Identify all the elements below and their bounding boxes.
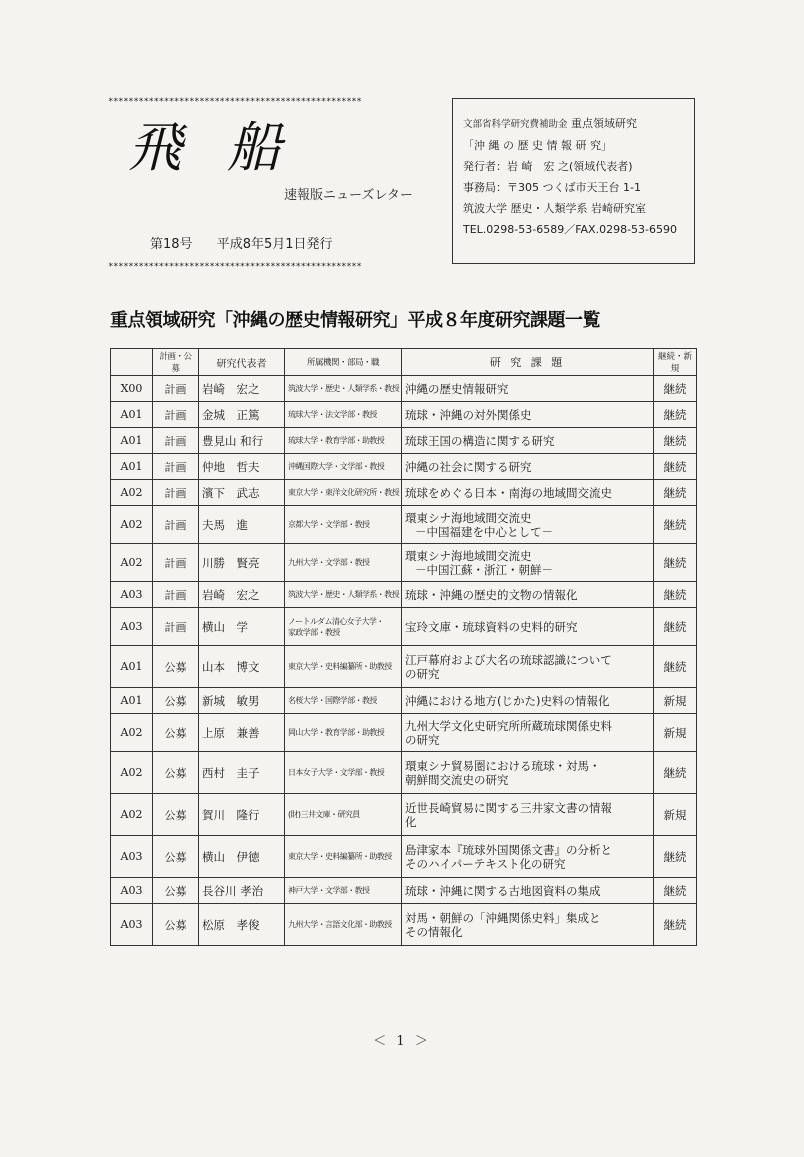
affiliation-text: 岡山大学・教育学部・助教授 xyxy=(288,728,385,737)
header-topic: 研 究 課 題 xyxy=(402,349,654,376)
topic-title: 江戸幕府および大名の琉球認識について xyxy=(405,652,612,667)
affiliation-text: 筑波大学・歴史・人類学系・教授 xyxy=(288,384,399,393)
topic-title: 環東シナ貿易圏における琉球・対馬・ xyxy=(405,758,601,773)
cell-affiliation xyxy=(285,506,402,544)
cell-representative: 豊見山 和行 xyxy=(199,428,285,454)
cell-status: 継続 xyxy=(654,480,697,506)
cell-affiliation xyxy=(285,454,402,480)
cell-type: 計画 xyxy=(153,582,199,608)
table-row xyxy=(111,544,697,582)
cell-status: 継続 xyxy=(654,836,697,878)
topic-title: 琉球・沖縄の歴史的文物の情報化 xyxy=(405,587,578,602)
topic-subtitle: の研究 xyxy=(405,732,440,747)
header-code xyxy=(111,349,153,376)
cell-affiliation xyxy=(285,428,402,454)
table-row xyxy=(111,428,697,454)
contact-line: TEL.0298-53-6589／FAX.0298-53-6590 xyxy=(463,223,678,236)
affiliation-text: (財)三井文庫・研究員 xyxy=(288,810,360,819)
cell-type: 公募 xyxy=(153,714,199,752)
cell-affiliation xyxy=(285,402,402,428)
table-row xyxy=(111,582,697,608)
cell-code: A02 xyxy=(111,714,153,752)
research-projects-table xyxy=(110,348,697,946)
cell-representative: 新城 敏男 xyxy=(199,688,285,714)
issue-number: 第18号 xyxy=(150,237,193,252)
office-line: 事務局：〒305 つくば市天王台 1-1 xyxy=(463,181,641,194)
table-row xyxy=(111,506,697,544)
header-type: 計画・公募 xyxy=(153,349,199,376)
header-status: 継続・新規 xyxy=(654,349,697,376)
cell-code: A02 xyxy=(111,480,153,506)
topic-subtitle: －中国福建を中心として－ xyxy=(415,524,553,539)
cell-type: 計画 xyxy=(153,544,199,582)
cell-topic xyxy=(402,454,654,480)
affiliation-text: ノートルダム清心女子大学・ xyxy=(288,616,384,626)
table-row xyxy=(111,480,697,506)
cell-topic xyxy=(402,376,654,402)
topic-title: 琉球王国の構造に関する研究 xyxy=(405,433,555,448)
newsletter-logo: 飛 船 xyxy=(128,116,296,179)
cell-code: A03 xyxy=(111,608,153,646)
cell-affiliation xyxy=(285,376,402,402)
cell-affiliation xyxy=(285,878,402,904)
cell-type: 計画 xyxy=(153,506,199,544)
cell-code: A02 xyxy=(111,752,153,794)
cell-representative: 金城 正篤 xyxy=(199,402,285,428)
cell-representative: 横山 学 xyxy=(199,608,285,646)
table-row xyxy=(111,794,697,836)
cell-affiliation xyxy=(285,646,402,688)
cell-topic xyxy=(402,904,654,946)
grant-name: 文部省科学研究費補助金 xyxy=(463,119,568,130)
cell-type: 公募 xyxy=(153,688,199,714)
affiliation-text: 筑波大学・歴史・人類学系・教授 xyxy=(288,590,399,599)
affiliation-text: 東京大学・史料編纂所・助教授 xyxy=(288,852,392,861)
cell-type: 計画 xyxy=(153,454,199,480)
cell-representative: 山本 博文 xyxy=(199,646,285,688)
cell-code: A03 xyxy=(111,878,153,904)
affiliation-text: 琉球大学・教育学部・助教授 xyxy=(288,436,385,445)
cell-representative: 仲地 哲夫 xyxy=(199,454,285,480)
header-affiliation: 所属機関・部局・職 xyxy=(285,349,402,376)
publisher-info-box xyxy=(452,98,695,264)
cell-code: A03 xyxy=(111,836,153,878)
cell-status: 新規 xyxy=(654,794,697,836)
cell-topic xyxy=(402,794,654,836)
issue-date: 平成8年5月1日発行 xyxy=(216,237,333,252)
cell-status: 継続 xyxy=(654,646,697,688)
office-line-2: 筑波大学 歴史・人類学系 岩崎研究室 xyxy=(463,202,646,215)
affiliation-text: 東京大学・東洋文化研究所・教授 xyxy=(288,488,399,497)
cell-status: 継続 xyxy=(654,608,697,646)
topic-title: 琉球をめぐる日本・南海の地域間交流史 xyxy=(405,485,612,500)
affiliation-text: 九州大学・文学部・教授 xyxy=(288,558,370,567)
table-row xyxy=(111,714,697,752)
grant-line xyxy=(463,113,694,135)
cell-affiliation xyxy=(285,544,402,582)
cell-representative: 賀川 隆行 xyxy=(199,794,285,836)
cell-code: A01 xyxy=(111,428,153,454)
affiliation-text-2: 家政学部・教授 xyxy=(288,627,340,637)
cell-status: 継続 xyxy=(654,904,697,946)
cell-status: 継続 xyxy=(654,402,697,428)
topic-title: 沖縄の社会に関する研究 xyxy=(405,459,532,474)
table-row xyxy=(111,454,697,480)
cell-status: 継続 xyxy=(654,454,697,480)
cell-topic xyxy=(402,608,654,646)
table-body xyxy=(111,376,697,946)
topic-title: 沖縄の歴史情報研究 xyxy=(405,381,509,396)
cell-representative: 夫馬 進 xyxy=(199,506,285,544)
cell-topic xyxy=(402,878,654,904)
newsletter-subtitle: 速報版ニューズレター xyxy=(284,188,413,203)
cell-affiliation xyxy=(285,752,402,794)
star-border-bottom: ************************************************** xyxy=(108,262,362,272)
area-name: 重点領域研究 xyxy=(571,117,638,130)
table-row xyxy=(111,752,697,794)
cell-status: 新規 xyxy=(654,714,697,752)
cell-type: 公募 xyxy=(153,794,199,836)
cell-code: A02 xyxy=(111,794,153,836)
cell-type: 計画 xyxy=(153,376,199,402)
cell-representative: 長谷川 孝治 xyxy=(199,878,285,904)
table-row xyxy=(111,402,697,428)
affiliation-text: 沖縄国際大学・文学部・教授 xyxy=(288,462,385,471)
topic-title: 琉球・沖縄の対外関係史 xyxy=(405,407,532,422)
cell-affiliation xyxy=(285,480,402,506)
cell-topic xyxy=(402,714,654,752)
affiliation-text: 東京大学・史料編纂所・助教授 xyxy=(288,662,392,671)
topic-title: 環東シナ海地域間交流史 xyxy=(405,510,532,525)
page-number: ＜ 1 ＞ xyxy=(373,1034,431,1049)
cell-topic xyxy=(402,480,654,506)
topic-subtitle: 朝鮮間交流史の研究 xyxy=(405,772,509,787)
cell-type: 計画 xyxy=(153,428,199,454)
affiliation-text: 日本女子大学・文学部・教授 xyxy=(288,768,385,777)
publisher-line: 発行者：岩 崎 宏 之(領域代表者) xyxy=(463,160,633,173)
cell-code: A01 xyxy=(111,454,153,480)
table-row xyxy=(111,688,697,714)
cell-topic xyxy=(402,506,654,544)
cell-affiliation xyxy=(285,688,402,714)
cell-topic xyxy=(402,836,654,878)
cell-type: 公募 xyxy=(153,752,199,794)
cell-status: 継続 xyxy=(654,376,697,402)
cell-topic xyxy=(402,688,654,714)
cell-topic xyxy=(402,544,654,582)
cell-type: 計画 xyxy=(153,608,199,646)
topic-title: 琉球・沖縄に関する古地図資料の集成 xyxy=(405,883,601,898)
cell-affiliation xyxy=(285,582,402,608)
cell-status: 継続 xyxy=(654,582,697,608)
topic-subtitle: そのハイパーテキスト化の研究 xyxy=(405,856,566,871)
table-row xyxy=(111,878,697,904)
topic-title: 近世長崎貿易に関する三井家文書の情報 xyxy=(405,800,612,815)
table-row xyxy=(111,836,697,878)
cell-status: 継続 xyxy=(654,428,697,454)
cell-representative: 横山 伊徳 xyxy=(199,836,285,878)
table-row xyxy=(111,376,697,402)
page-title: 重点領域研究「沖縄の歴史情報研究」平成８年度研究課題一覧 xyxy=(110,310,600,331)
topic-title: 環東シナ海地域間交流史 xyxy=(405,548,532,563)
cell-affiliation xyxy=(285,608,402,646)
topic-title: 宝玲文庫・琉球資料の史料的研究 xyxy=(405,619,578,634)
topic-title: 九州大学文化史研究所所蔵琉球関係史料 xyxy=(405,718,612,733)
cell-type: 計画 xyxy=(153,402,199,428)
cell-code: A03 xyxy=(111,904,153,946)
cell-affiliation xyxy=(285,794,402,836)
issue-line xyxy=(150,233,333,252)
cell-representative: 松原 孝俊 xyxy=(199,904,285,946)
cell-status: 新規 xyxy=(654,688,697,714)
cell-type: 公募 xyxy=(153,836,199,878)
cell-affiliation xyxy=(285,714,402,752)
affiliation-text: 神戸大学・文学部・教授 xyxy=(288,886,370,895)
cell-representative: 岩崎 宏之 xyxy=(199,582,285,608)
cell-code: A01 xyxy=(111,646,153,688)
cell-type: 公募 xyxy=(153,878,199,904)
cell-type: 公募 xyxy=(153,904,199,946)
affiliation-text: 九州大学・言語文化部・助教授 xyxy=(288,920,392,929)
cell-code: X00 xyxy=(111,376,153,402)
affiliation-text: 京都大学・文学部・教授 xyxy=(288,520,370,529)
topic-subtitle: の研究 xyxy=(405,666,440,681)
cell-topic xyxy=(402,402,654,428)
cell-code: A02 xyxy=(111,544,153,582)
cell-type: 計画 xyxy=(153,480,199,506)
table-row xyxy=(111,608,697,646)
affiliation-text: 琉球大学・法文学部・教授 xyxy=(288,410,377,419)
cell-representative: 川勝 賢亮 xyxy=(199,544,285,582)
cell-topic xyxy=(402,646,654,688)
cell-status: 継続 xyxy=(654,544,697,582)
cell-status: 継続 xyxy=(654,878,697,904)
header-representative: 研究代表者 xyxy=(199,349,285,376)
cell-affiliation xyxy=(285,904,402,946)
cell-code: A01 xyxy=(111,402,153,428)
cell-status: 継続 xyxy=(654,752,697,794)
cell-code: A03 xyxy=(111,582,153,608)
cell-affiliation xyxy=(285,836,402,878)
cell-topic xyxy=(402,752,654,794)
cell-topic xyxy=(402,428,654,454)
cell-representative: 上原 兼善 xyxy=(199,714,285,752)
topic-title: 島津家本『琉球外国関係文書』の分析と xyxy=(405,842,612,857)
cell-representative: 岩崎 宏之 xyxy=(199,376,285,402)
affiliation-text: 名桜大学・国際学部・教授 xyxy=(288,696,377,705)
topic-title: 沖縄における地方(じかた)史料の情報化 xyxy=(405,693,610,708)
topic-subtitle: 化 xyxy=(405,814,417,829)
cell-representative: 濱下 武志 xyxy=(199,480,285,506)
cell-representative: 西村 圭子 xyxy=(199,752,285,794)
topic-subtitle: その情報化 xyxy=(405,924,463,939)
cell-topic xyxy=(402,582,654,608)
topic-title: 対馬・朝鮮の「沖縄関係史料」集成と xyxy=(405,910,601,925)
table-header-row xyxy=(111,349,697,376)
cell-type: 公募 xyxy=(153,646,199,688)
cell-status: 継続 xyxy=(654,506,697,544)
table-row xyxy=(111,646,697,688)
topic-subtitle: －中国江蘇・浙江・朝鮮－ xyxy=(415,562,553,577)
project-name: 「沖 縄 の 歴 史 情 報 研 究」 xyxy=(463,139,612,152)
cell-code: A01 xyxy=(111,688,153,714)
star-border-top: ************************************************** xyxy=(108,97,362,107)
cell-code: A02 xyxy=(111,506,153,544)
table-row xyxy=(111,904,697,946)
